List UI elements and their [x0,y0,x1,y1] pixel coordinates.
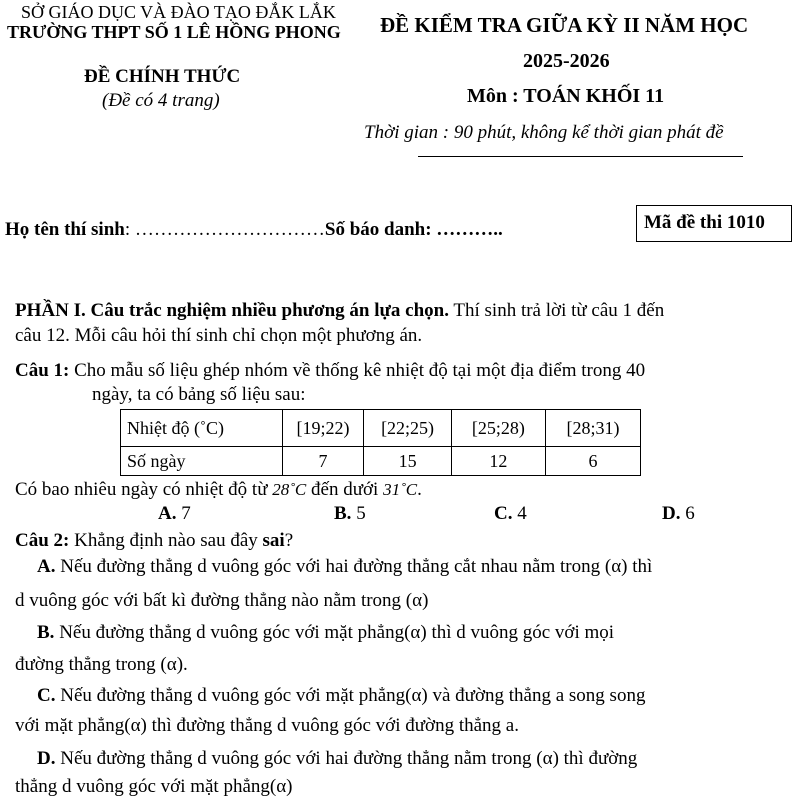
part1-instruction-line1: PHẦN I. Câu trắc nghiệm nhiều phương án lựa chọn. Thí sinh trả lời từ câu 1 đến [15,300,665,321]
q1-label: Câu 1: [15,360,70,381]
frequency-table [120,409,641,476]
q2-label: Câu 2: [15,530,70,551]
table-cell: [25;28) [451,410,545,447]
time-note: Thời gian : 90 phút, không kể thời gian phát đề [364,122,724,143]
header-divider [418,156,743,157]
school-year: 2025-2026 [523,50,610,72]
exam-code-box [636,205,792,242]
table-cell: 6 [545,447,640,476]
q1-line1: Câu 1: Cho mẫu số liệu ghép nhóm về thống kê nhiệt độ tại một địa điểm trong 40 [15,360,646,381]
q1-option-c[interactable]: C. 4 [494,503,527,524]
candidate-name-label: Họ tên thí sinh [5,219,125,240]
q2-stem: Câu 2: Khẳng định nào sau đây sai? [15,530,294,551]
department-name: SỞ GIÁO DỤC VÀ ĐÀO TẠO ĐẮK LẮK [21,2,336,22]
q2-option-a-line2: d vuông góc với bất kì đường thẳng nào nằm trong (α) [15,590,429,611]
q1-line2: ngày, ta có bảng số liệu sau: [92,384,306,405]
table-row [121,410,641,447]
candidate-id-label: Số báo danh: ……….. [324,219,503,240]
official-label: ĐỀ CHÍNH THỨC [84,66,241,87]
q2-option-b-line1[interactable]: B. Nếu đường thẳng d vuông góc với mặt phẳng(α) thì d vuông góc với mọi [37,622,615,643]
table-cell: [22;25) [364,410,451,447]
table-header-cell: Nhiệt độ (˚C) [121,410,283,447]
q2-option-c-line1[interactable]: C. Nếu đường thẳng d vuông góc với mặt phẳng(α) và đường thẳng a song song [37,685,646,706]
exam-code: Mã đề thi 1010 [644,212,765,233]
candidate-name-dots: : ………………………… [124,219,325,240]
q1-question: Có bao nhiêu ngày có nhiệt độ từ 28˚C đến dưới 31˚C. [15,479,422,500]
q2-option-d-line1[interactable]: D. Nếu đường thẳng d vuông góc với hai đường thẳng nằm trong (α) thì đường [37,748,638,769]
pages-note: (Đề có 4 trang) [102,90,220,111]
q1-option-a[interactable]: A. 7 [158,503,191,524]
table-cell: [28;31) [545,410,640,447]
table-cell: 15 [364,447,451,476]
exam-title: ĐỀ KIỂM TRA GIỮA KỲ II NĂM HỌC [380,13,749,37]
q1-option-d[interactable]: D. 6 [662,503,695,524]
temp-from: 28˚C [272,480,307,499]
table-cell: [19;22) [282,410,364,447]
q2-option-a-line1[interactable]: A. Nếu đường thẳng d vuông góc với hai đường thẳng cắt nhau nằm trong (α) thì [37,556,653,577]
part1-heading: PHẦN I. Câu trắc nghiệm nhiều phương án lựa chọn. [15,300,449,321]
q2-option-d-line2: thẳng d vuông góc với mặt phẳng(α) [15,776,293,797]
temp-to: 31˚C [383,480,418,499]
q2-emphasis: sai [262,530,285,551]
table-row [121,447,641,476]
q1-option-b[interactable]: B. 5 [334,503,366,524]
candidate-name-row [5,219,503,241]
part1-instruction-line2: câu 12. Mỗi câu hỏi thí sinh chỉ chọn một phương án. [15,325,423,346]
table-cell: 12 [451,447,545,476]
subject: Môn : TOÁN KHỐI 11 [467,85,665,107]
q2-option-b-line2: đường thẳng trong (α). [15,654,188,675]
table-cell: 7 [282,447,364,476]
q2-option-c-line2: với mặt phẳng(α) thì đường thẳng d vuông góc với đường thẳng a. [15,715,519,736]
table-header-cell: Số ngày [121,447,283,476]
school-name: TRƯỜNG THPT SỐ 1 LÊ HỒNG PHONG [7,22,341,42]
